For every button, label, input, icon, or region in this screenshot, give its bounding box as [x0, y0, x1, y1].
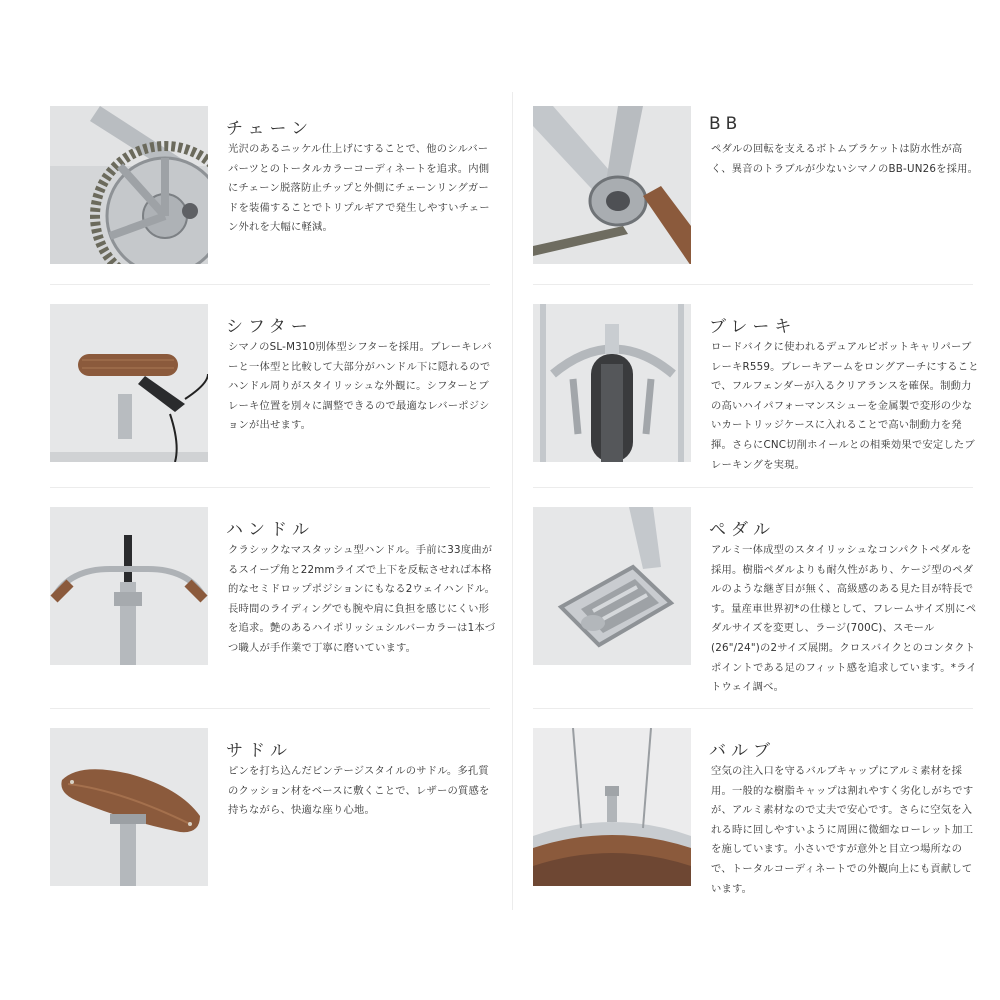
feature-title: ハンドル — [226, 520, 314, 540]
feature-title: シフター — [226, 317, 313, 337]
feature-description: ピンを打ち込んだビンテージスタイルのサドル。多孔質のクッション材をベースに敷くことで、レザーの質感を持ちながら、快適な座り心地。 — [228, 765, 490, 817]
feature-title: BB — [709, 114, 743, 134]
chain-photo — [50, 106, 208, 264]
row-divider — [533, 487, 973, 488]
pedal-photo — [533, 507, 691, 665]
feature-description: シマノのSL-M310別体型シフターを採用。ブレーキレバーと一体型と比較して大部分がハンドル下に隠れるのでハンドル周りがスタイリッシュな外観に。シフターとブレーキ位置を別々に調整できるので最適なレバーポジションが出せます。 — [228, 341, 492, 432]
row-divider — [533, 708, 973, 709]
feature-description: アルミ一体成型のスタイリッシュなコンパクトペダルを採用。樹脂ペダルよりも耐久性があり、ケージ型のペダルのような継ぎ目が無く、高級感のある見た目が特長です。量産車世界初*の仕様として、フレームサイズ別にペダルサイズを変更し、ラージ(700C)、スモール(26"/24")の2サイズ展開。クロスバイクとのコンタクトポイントである足のフィット感を追求しています。*ライトウェイ調べ。 — [711, 544, 977, 694]
row-divider — [533, 284, 973, 285]
row-divider — [50, 487, 490, 488]
feature-title: ブレーキ — [709, 317, 797, 337]
handlebar-photo — [50, 507, 208, 665]
row-divider — [50, 284, 490, 285]
bottom-bracket-photo — [533, 106, 691, 264]
feature-title: チェーン — [226, 119, 314, 139]
shifter-photo — [50, 304, 208, 462]
feature-description: 空気の注入口を守るバルブキャップにアルミ素材を採用。一般的な樹脂キャップは割れやすく劣化しがちですが、アルミ素材なので丈夫で安心です。さらに空気を入れる時に回しやすいように周囲に微細なローレット加工を施しています。小さいですが意外と目立つ場所なので、トータルコーディネートでの外観向上にも貢献しています。 — [711, 765, 974, 895]
column-divider — [512, 92, 513, 910]
feature-description: 光沢のあるニッケル仕上げにすることで、他のシルバーパーツとのトータルカラーコーディネートを追求。内側にチェーン脱落防止チップと外側にチェーンリングガードを装備することでトリプルギアで発生しやすいチェーン外れを大幅に軽減。 — [228, 143, 490, 234]
feature-description: ペダルの回転を支えるボトムブラケットは防水性が高く、異音のトラブルが少ないシマノのBB-UN26を採用。 — [711, 143, 979, 175]
row-divider — [50, 708, 490, 709]
feature-title: ペダル — [709, 520, 775, 540]
feature-title: バルブ — [709, 741, 775, 761]
feature-description: ロードバイクに使われるデュアルピボットキャリパーブレーキR559。ブレーキアームをロングアーチにすることで、フルフェンダーが入るクリアランスを確保。制動力の高いハイパフォーマンスシューを金属製で変形の少ないカートリッジケースに入れることで高い制動力を発揮。さらにCNC切削ホイールとの相乗効果で安定したブレーキングを実現。 — [711, 341, 979, 471]
valve-photo — [533, 728, 691, 886]
brake-photo — [533, 304, 691, 462]
feature-title: サドル — [226, 741, 292, 761]
feature-description: クラシックなマスタッシュ型ハンドル。手前に33度曲がるスイープ角と22mmライズで上下を反転させれば本格的なセミドロップポジションにもなる2ウェイハンドル。長時間のライディングでも腕や肩に負担を感じにくい形を追求。艶のあるハイポリッシュシルバーカラーは1本づつ職人が手作業で丁寧に磨いています。 — [228, 544, 496, 654]
saddle-photo — [50, 728, 208, 886]
